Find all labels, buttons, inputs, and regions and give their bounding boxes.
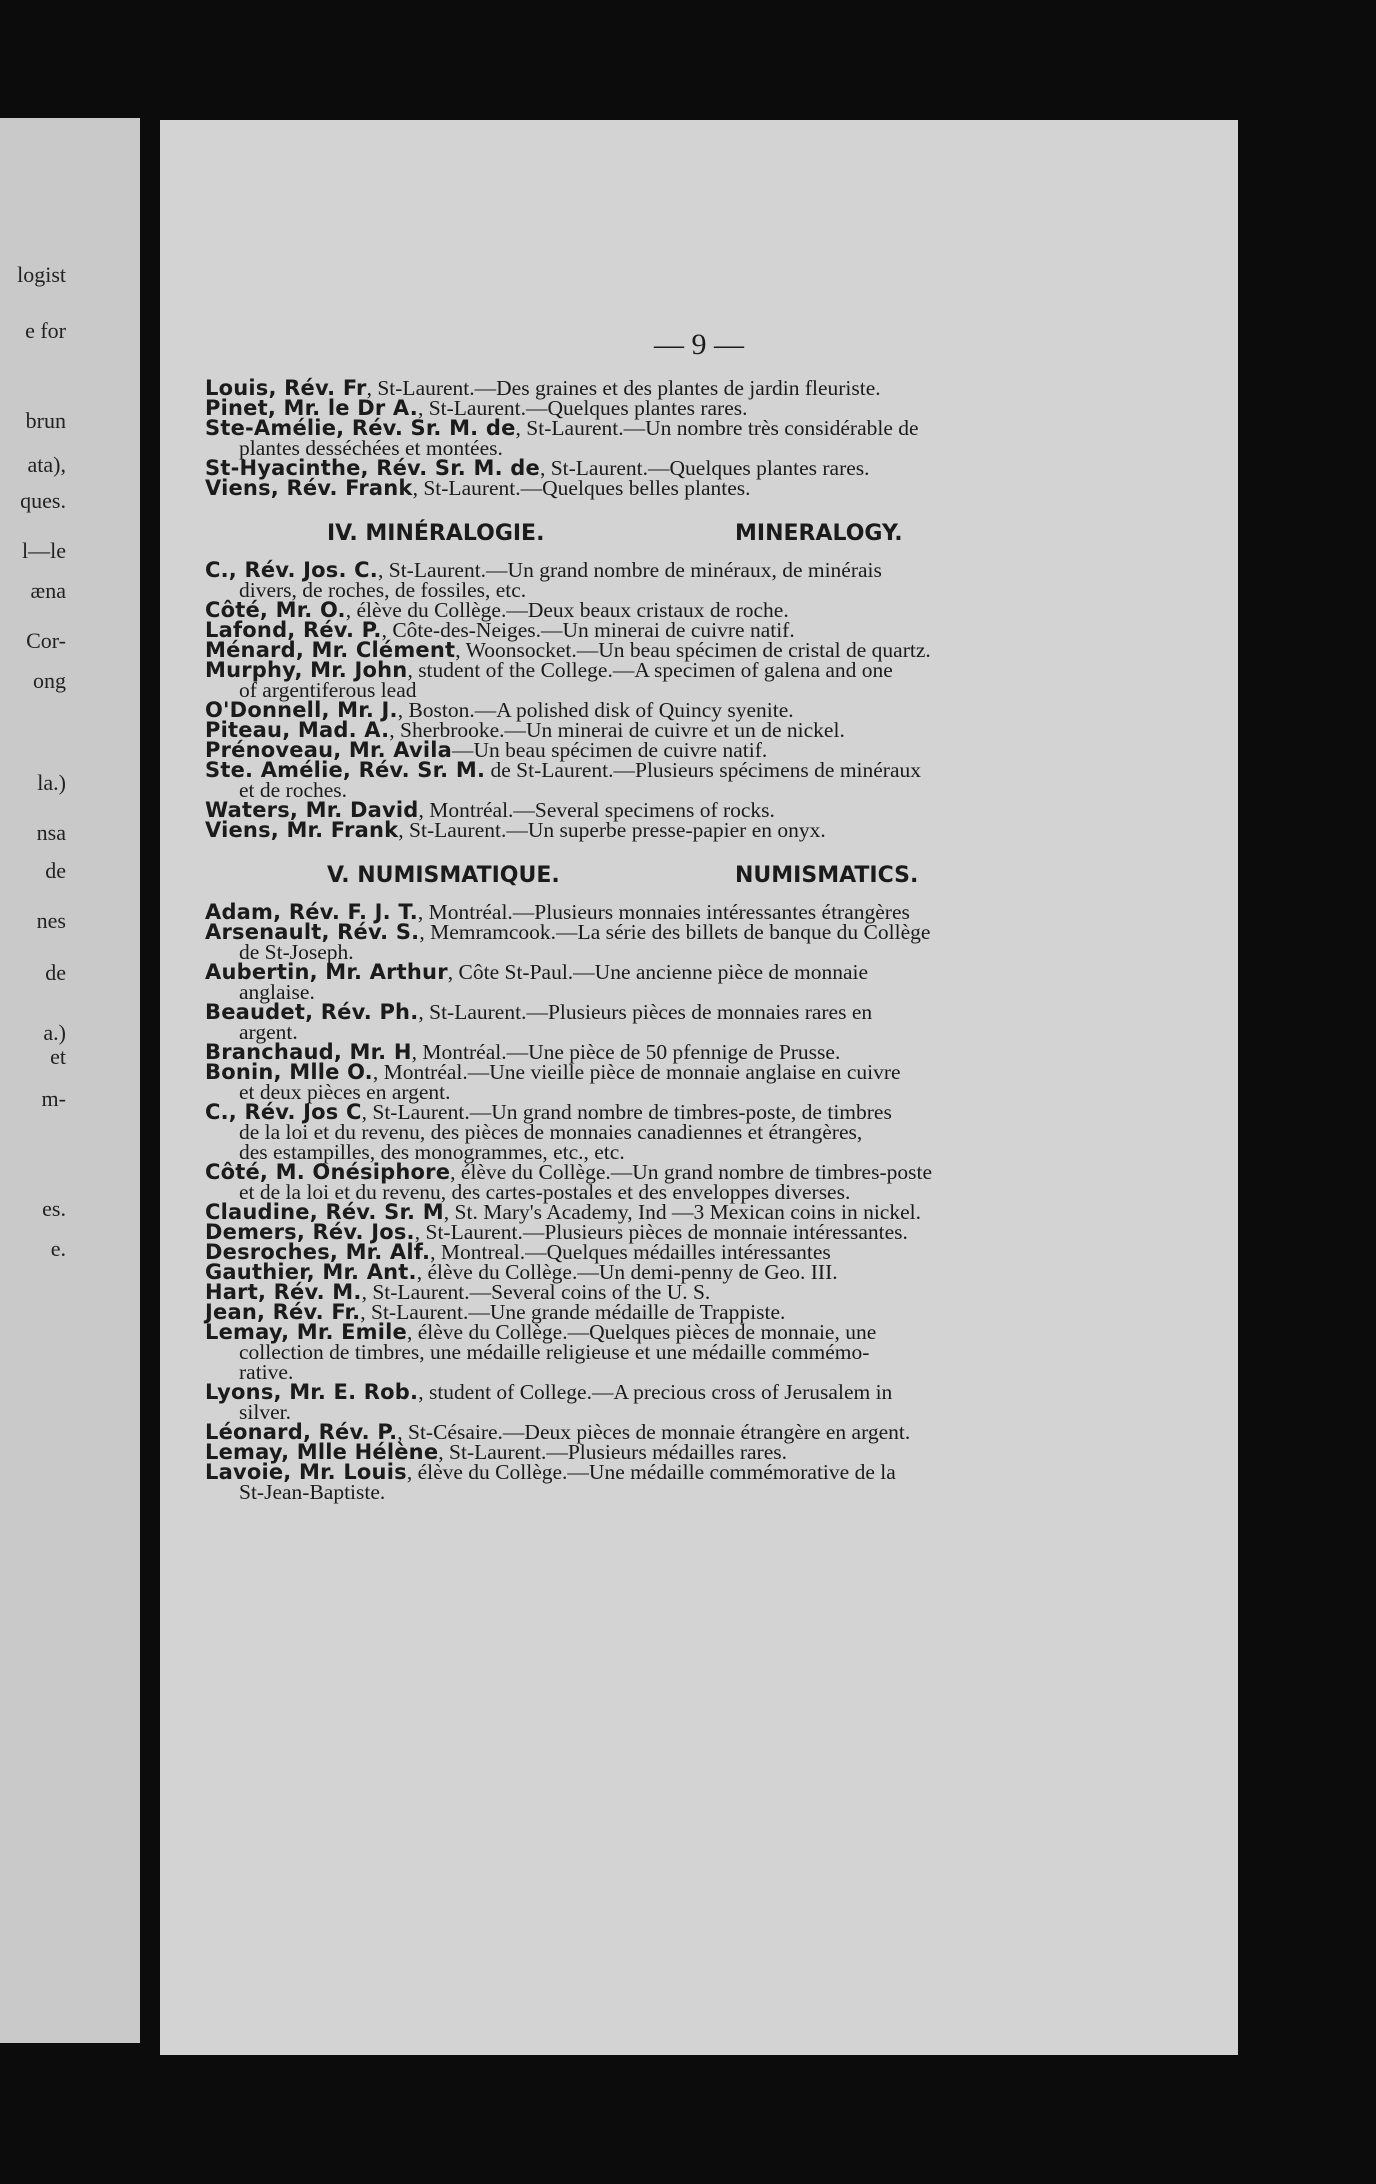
left-page-fragment: a.) — [43, 1020, 66, 1045]
donor-entry — [205, 760, 1105, 780]
donor-name: Lafond, Rév. P. — [205, 618, 382, 642]
donation-description-continued: et de la loi et du revenu, des cartes-postales et des enveloppes diverses. — [239, 1180, 851, 1204]
donation-description: , élève du Collège.—Un demi-penny de Geo. III. — [416, 1260, 838, 1284]
section-title-fr: V. NUMISMATIQUE. — [327, 863, 560, 888]
donation-description: , Montréal.—Several specimens of rocks. — [418, 798, 775, 822]
left-page-fragment: e for — [25, 318, 66, 343]
donation-description: , St-Laurent.—Plusieurs pièces de monnaie intéressantes. — [414, 1220, 908, 1244]
donation-description: , élève du Collège.—Un grand nombre de timbres-poste — [450, 1160, 932, 1184]
donor-name: Lemay, Mr. Emile — [205, 1320, 407, 1344]
page-content — [205, 378, 1105, 1502]
donor-entry — [205, 922, 1105, 942]
donor-entry — [205, 640, 1105, 660]
donation-description: , St-Laurent.—Plusieurs pièces de monnaies rares en — [418, 1000, 873, 1024]
donor-entry — [205, 478, 1105, 498]
donor-name: Beaudet, Rév. Ph. — [205, 1000, 419, 1024]
left-page-fragment: et — [50, 1044, 66, 1069]
donor-entry — [205, 1442, 1105, 1462]
donor-name: Waters, Mr. David — [205, 798, 419, 822]
left-page-fragment: ong — [33, 668, 66, 693]
donation-description: , St-Laurent.—Une grande médaille de Trappiste. — [360, 1300, 786, 1324]
donor-name: Arsenault, Rév. S. — [205, 920, 420, 944]
donation-description-continued: rative. — [239, 1360, 294, 1384]
mineralogy-list — [205, 560, 1105, 840]
donor-name: O'Donnell, Mr. J. — [205, 698, 398, 722]
donation-description: , St-Laurent.—Un superbe presse-papier en onyx. — [398, 818, 826, 842]
donor-entry — [205, 902, 1105, 922]
donor-entry — [205, 620, 1105, 640]
donation-description-continued: silver. — [239, 1400, 291, 1424]
donation-description-continued: de St-Joseph. — [239, 940, 354, 964]
donation-description-continued: des estampilles, des monogrammes, etc., etc. — [239, 1140, 625, 1164]
donation-description: —Un beau spécimen de cuivre natif. — [452, 738, 768, 762]
donation-description-continued: St-Jean-Baptiste. — [239, 1480, 386, 1504]
left-page-fragment: æna — [30, 578, 66, 603]
donation-description: , St-Laurent.—Plusieurs médailles rares. — [438, 1440, 787, 1464]
donation-description: , élève du Collège.—Deux beaux cristaux de roche. — [345, 598, 789, 622]
donation-description-continued: collection de timbres, une médaille religieuse et une médaille commémo- — [239, 1340, 870, 1364]
donor-name: Desroches, Mr. Alf. — [205, 1240, 431, 1264]
donation-description-continued: of argentiferous lead — [239, 678, 417, 702]
donation-description: , St-Laurent.—Several coins of the U. S. — [361, 1280, 711, 1304]
donor-entry — [205, 720, 1105, 740]
donor-name: Côté, Mr. O. — [205, 598, 346, 622]
donor-entry — [205, 1422, 1105, 1442]
donor-name: Hart, Rév. M. — [205, 1280, 362, 1304]
donor-entry — [205, 1222, 1105, 1242]
section-heading-numismatics — [205, 854, 1105, 894]
donation-description: , Côte-des-Neiges.—Un minerai de cuivre natif. — [381, 618, 795, 642]
donor-entry — [205, 1162, 1105, 1182]
donor-name: Léonard, Rév. P. — [205, 1420, 398, 1444]
donation-description: , Sherbrooke.—Un minerai de cuivre et un de nickel. — [389, 718, 845, 742]
donor-name: Claudine, Rév. Sr. M — [205, 1200, 444, 1224]
donor-name: Branchaud, Mr. H — [205, 1040, 412, 1064]
donation-description-continued: anglaise. — [239, 980, 315, 1004]
donor-entry — [205, 458, 1105, 478]
donor-entry — [205, 660, 1105, 680]
donor-entry — [205, 600, 1105, 620]
donation-description-continued: argent. — [239, 1020, 298, 1044]
left-page-fragment: brun — [25, 408, 66, 433]
donation-description: , St-Césaire.—Deux pièces de monnaie étrangère en argent. — [397, 1420, 911, 1444]
donor-entry — [205, 1202, 1105, 1222]
left-page-fragment: Cor- — [26, 628, 66, 653]
donor-entry — [205, 418, 1105, 438]
section-title-en: MINERALOGY. — [735, 521, 903, 546]
donor-name: Pinet, Mr. le Dr A. — [205, 396, 418, 420]
donor-name: C., Rév. Jos. C. — [205, 558, 378, 582]
donor-entry — [205, 1242, 1105, 1262]
left-page-fragment: de — [45, 858, 66, 883]
donor-name: Aubertin, Mr. Arthur — [205, 960, 448, 984]
donor-name: Demers, Rév. Jos. — [205, 1220, 415, 1244]
donation-description: , Memramcook.—La série des billets de banque du Collège — [419, 920, 931, 944]
left-page-fragment: l—le — [22, 538, 66, 563]
donor-entry — [205, 1462, 1105, 1482]
donation-description: , St-Laurent.—Un grand nombre de timbres-poste, de timbres — [361, 1100, 892, 1124]
left-page-fragment: de — [45, 960, 66, 985]
donation-description-continued: plantes desséchées et montées. — [239, 436, 503, 460]
donor-entry — [205, 378, 1105, 398]
donation-description: , student of the College.—A specimen of galena and one — [407, 658, 893, 682]
donor-name: Murphy, Mr. John — [205, 658, 408, 682]
donor-entry — [205, 398, 1105, 418]
donation-description: , Montréal.—Une vieille pièce de monnaie anglaise en cuivre — [372, 1060, 901, 1084]
donation-description: de St-Laurent.—Plusieurs spécimens de minéraux — [485, 758, 922, 782]
donation-description: , élève du Collège.—Quelques pièces de monnaie, une — [407, 1320, 877, 1344]
donor-name: Lavoie, Mr. Louis — [205, 1460, 407, 1484]
left-page-fragment: ata), — [27, 452, 66, 477]
donor-entry — [205, 962, 1105, 982]
donor-name: Piteau, Mad. A. — [205, 718, 390, 742]
donor-name: Prénoveau, Mr. Avila — [205, 738, 453, 762]
donor-name: Viens, Mr. Frank — [205, 818, 399, 842]
donor-entry — [205, 1262, 1105, 1282]
donation-description: , Boston.—A polished disk of Quincy syenite. — [397, 698, 794, 722]
donor-entry — [205, 1002, 1105, 1022]
donation-description: , St-Laurent.—Des graines et des plantes de jardin fleuriste. — [366, 376, 881, 400]
donor-name: Adam, Rév. F. J. T. — [205, 900, 418, 924]
numismatics-list — [205, 902, 1105, 1502]
donation-description: , St-Laurent.—Quelques plantes rares. — [417, 396, 748, 420]
donor-name: Jean, Rév. Fr. — [205, 1300, 361, 1324]
donor-entry — [205, 700, 1105, 720]
section-title-en: NUMISMATICS. — [735, 863, 919, 888]
donation-description: , élève du Collège.—Une médaille commémorative de la — [406, 1460, 896, 1484]
left-page-fragment: ques. — [20, 488, 66, 513]
left-page-fragment: la.) — [37, 770, 66, 795]
donation-description-continued: et de roches. — [239, 778, 348, 802]
donor-entry — [205, 820, 1105, 840]
left-page-edge — [0, 118, 140, 2043]
section-heading-mineralogy — [205, 512, 1105, 552]
donation-description: , St. Mary's Academy, Ind —3 Mexican coins in nickel. — [443, 1200, 921, 1224]
donation-description: , St-Laurent.—Un nombre très considérable de — [515, 416, 919, 440]
donor-name: Viens, Rév. Frank — [205, 476, 413, 500]
donor-entry — [205, 1302, 1105, 1322]
donation-description: , St-Laurent.—Quelques plantes rares. — [539, 456, 870, 480]
donation-description: , Montréal.—Plusieurs monnaies intéressantes étrangères — [417, 900, 910, 924]
left-page-fragment: es. — [42, 1196, 66, 1221]
donor-name: Bonin, Mlle O. — [205, 1060, 373, 1084]
donor-name: Lemay, Mlle Hélène — [205, 1440, 439, 1464]
left-page-fragment: e. — [50, 1236, 66, 1261]
donor-entry — [205, 1282, 1105, 1302]
donor-entry — [205, 1382, 1105, 1402]
donor-name: Lyons, Mr. E. Rob. — [205, 1380, 419, 1404]
donor-entry — [205, 800, 1105, 820]
donor-name: Côté, M. Onésiphore — [205, 1160, 451, 1184]
donation-description: , Woonsocket.—Un beau spécimen de cristal de quartz. — [455, 638, 931, 662]
donation-description: , Montreal.—Quelques médailles intéressantes — [430, 1240, 831, 1264]
donor-entry — [205, 560, 1105, 580]
donation-description-continued: divers, de roches, de fossiles, etc. — [239, 578, 527, 602]
donor-entry — [205, 740, 1105, 760]
donor-name: Ste-Amélie, Rév. Sr. M. de — [205, 416, 516, 440]
donor-entry — [205, 1042, 1105, 1062]
section-title-fr: IV. MINÉRALOGIE. — [327, 521, 545, 546]
donation-description: , student of College.—A precious cross of Jerusalem in — [418, 1380, 893, 1404]
botany-list — [205, 378, 1105, 498]
donor-name: C., Rév. Jos C — [205, 1100, 362, 1124]
donor-name: Gauthier, Mr. Ant. — [205, 1260, 417, 1284]
donation-description: , St-Laurent.—Un grand nombre de minéraux, de minérais — [377, 558, 882, 582]
donor-name: Ste. Amélie, Rév. Sr. M. — [205, 758, 486, 782]
donation-description-continued: et deux pièces en argent. — [239, 1080, 451, 1104]
donor-name: St-Hyacinthe, Rév. Sr. M. de — [205, 456, 540, 480]
left-page-fragment: logist — [17, 262, 66, 287]
document-page — [160, 120, 1238, 2055]
donor-name: Louis, Rév. Fr — [205, 376, 367, 400]
left-page-fragment: nsa — [36, 820, 66, 845]
donor-entry — [205, 1062, 1105, 1082]
donor-entry — [205, 1322, 1105, 1342]
donation-description: , Montréal.—Une pièce de 50 pfennige de Prusse. — [411, 1040, 841, 1064]
left-page-fragment: m- — [41, 1086, 66, 1111]
left-page-fragment: nes — [36, 908, 66, 933]
donor-name: Ménard, Mr. Clément — [205, 638, 456, 662]
donor-entry — [205, 1102, 1105, 1122]
donation-description-continued: de la loi et du revenu, des pièces de monnaies canadiennes et étrangères, — [239, 1120, 863, 1144]
donation-description: , Côte St-Paul.—Une ancienne pièce de monnaie — [447, 960, 869, 984]
page-number: — 9 — — [654, 328, 744, 361]
donation-description: , St-Laurent.—Quelques belles plantes. — [412, 476, 751, 500]
